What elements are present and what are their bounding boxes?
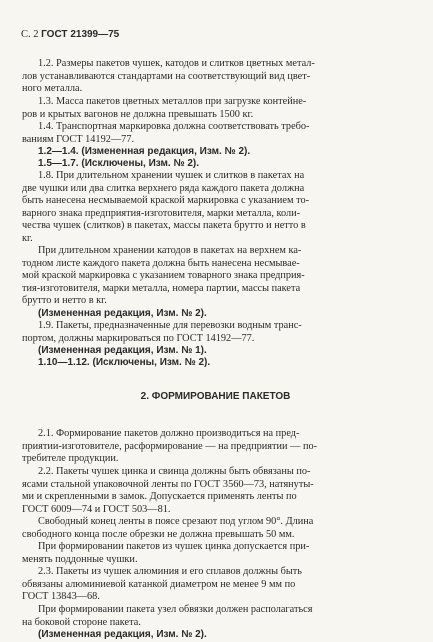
page-number: С. 2 bbox=[21, 29, 39, 40]
text-line: мой краской маркировка с указанием товарного знака предприя- bbox=[22, 270, 305, 282]
amendment-note bbox=[22, 629, 409, 642]
text-line: кг. bbox=[22, 232, 33, 244]
text-line: на боковой стороне пакета. bbox=[22, 616, 141, 628]
text-line: 1.5—1.7. (Исключены, Изм. № 2). bbox=[38, 158, 200, 169]
text-line: обвязаны алюминиевой катанкой диаметром не менее 9 мм по bbox=[22, 578, 296, 590]
paragraph bbox=[22, 541, 409, 566]
text-line: 2. ФОРМИРОВАНИЕ ПАКЕТОВ bbox=[140, 391, 291, 402]
text-line: (Измененная редакция, Изм. № 2). bbox=[38, 308, 207, 319]
text-line: ясами стальной упаковочной ленты по ГОСТ 3560—73, натянуты- bbox=[22, 478, 314, 490]
text-line: Свободный конец ленты в поясе срезают под углом 90°. Длина bbox=[38, 516, 314, 527]
text-line: (Измененная редакция, Изм. № 2). bbox=[38, 629, 207, 640]
paragraph bbox=[22, 96, 409, 121]
text-line: тия-изготовителя, марки металла, номера партии, массы пакета bbox=[22, 282, 301, 294]
section-heading bbox=[22, 391, 409, 404]
text-line: брутто и нетто в кг. bbox=[22, 295, 107, 307]
paragraph bbox=[22, 245, 409, 308]
text-line: 2.2. Пакеты чушек цинка и свинца должны быть обвязаны по- bbox=[38, 466, 311, 477]
paragraph bbox=[22, 428, 409, 466]
text-line: ров и крытых вагонов не должна превышать 1500 кг. bbox=[22, 108, 254, 120]
text-line: требителе продукции. bbox=[22, 453, 119, 465]
text-line: 1.10—1.12. (Исключены, Изм. № 2). bbox=[38, 357, 211, 368]
text-line: 1.3. Масса пакетов цветных металлов при загрузке контейне- bbox=[38, 96, 307, 107]
text-line: быть нанесена несмываемой краской маркировка с указанием то- bbox=[22, 195, 310, 207]
text-line: ного металла. bbox=[22, 83, 83, 95]
standard-code: ГОСТ 21399—75 bbox=[41, 29, 120, 40]
paragraph bbox=[22, 121, 409, 146]
paragraph bbox=[22, 566, 409, 604]
amendment-note bbox=[22, 345, 409, 358]
text-line: тодном листе каждого пакета должна быть нанесена несмывае- bbox=[22, 257, 300, 269]
text-line: ми и скрепленными в замок. Допускается применять ленты по bbox=[22, 491, 297, 503]
text-line: две чушки или два слитка верхнего ряда каждого пакета должна bbox=[22, 182, 305, 194]
text-line: варного знака предприятия-изготовителя, марки металла, коли- bbox=[22, 207, 301, 219]
paragraph bbox=[22, 58, 409, 96]
text-line: свободного конца после обрезки не должна превышать 50 мм. bbox=[22, 528, 295, 540]
text-line: 2.1. Формирование пакетов должно производиться на пред- bbox=[38, 428, 300, 439]
paragraph bbox=[22, 170, 409, 246]
amendment-note bbox=[22, 146, 409, 159]
paragraph bbox=[22, 604, 409, 629]
text-line: портом, должны маркироваться по ГОСТ 14192—77. bbox=[22, 332, 255, 344]
paragraph bbox=[22, 320, 409, 345]
paragraph bbox=[22, 466, 409, 516]
text-line: 1.4. Транспортная маркировка должна соответствовать требо- bbox=[38, 121, 310, 132]
text-line: 2.3. Пакеты из чушек алюминия и его сплавов должны быть bbox=[38, 566, 302, 577]
text-line: При формировании пакетов из чушек цинка допускается при- bbox=[38, 541, 310, 552]
amendment-note bbox=[22, 158, 409, 171]
text-line: При длительном хранении катодов в пакетах на верхнем ка- bbox=[38, 245, 302, 256]
text-line: 1.2. Размеры пакетов чушек, катодов и слитков цветных метал- bbox=[38, 58, 315, 69]
text-line: лов устанавливаются стандартами на соответствующий вид цвет- bbox=[22, 70, 311, 82]
text-line: (Измененная редакция, Изм. № 1). bbox=[38, 345, 207, 356]
amendment-note bbox=[22, 357, 409, 370]
text-line: менять поддонные чушки. bbox=[22, 553, 138, 565]
amendment-note bbox=[22, 308, 409, 321]
text-line: ваниям ГОСТ 14192—77. bbox=[22, 133, 135, 145]
page-header bbox=[21, 29, 119, 40]
text-line: 1.8. При длительном хранении чушек и слитков в пакетах на bbox=[38, 170, 305, 181]
text-line: чества чушек (слитков) в пакетах, массы пакета брутто и нетто в bbox=[22, 220, 306, 232]
text-line: При формировании пакета узел обвязки должен располагаться bbox=[38, 604, 313, 615]
text-line: 1.9. Пакеты, предназначенные для перевозки водным транс- bbox=[38, 320, 302, 331]
text-line: ГОСТ 6009—74 и ГОСТ 503—81. bbox=[22, 503, 171, 515]
text-line: 1.2—1.4. (Измененная редакция, Изм. № 2). bbox=[38, 146, 251, 157]
paragraph bbox=[22, 516, 409, 541]
text-line: приятии-изготовителе, расформирование — на предприятии — по- bbox=[22, 440, 318, 452]
text-line: ГОСТ 13843—68. bbox=[22, 591, 100, 603]
